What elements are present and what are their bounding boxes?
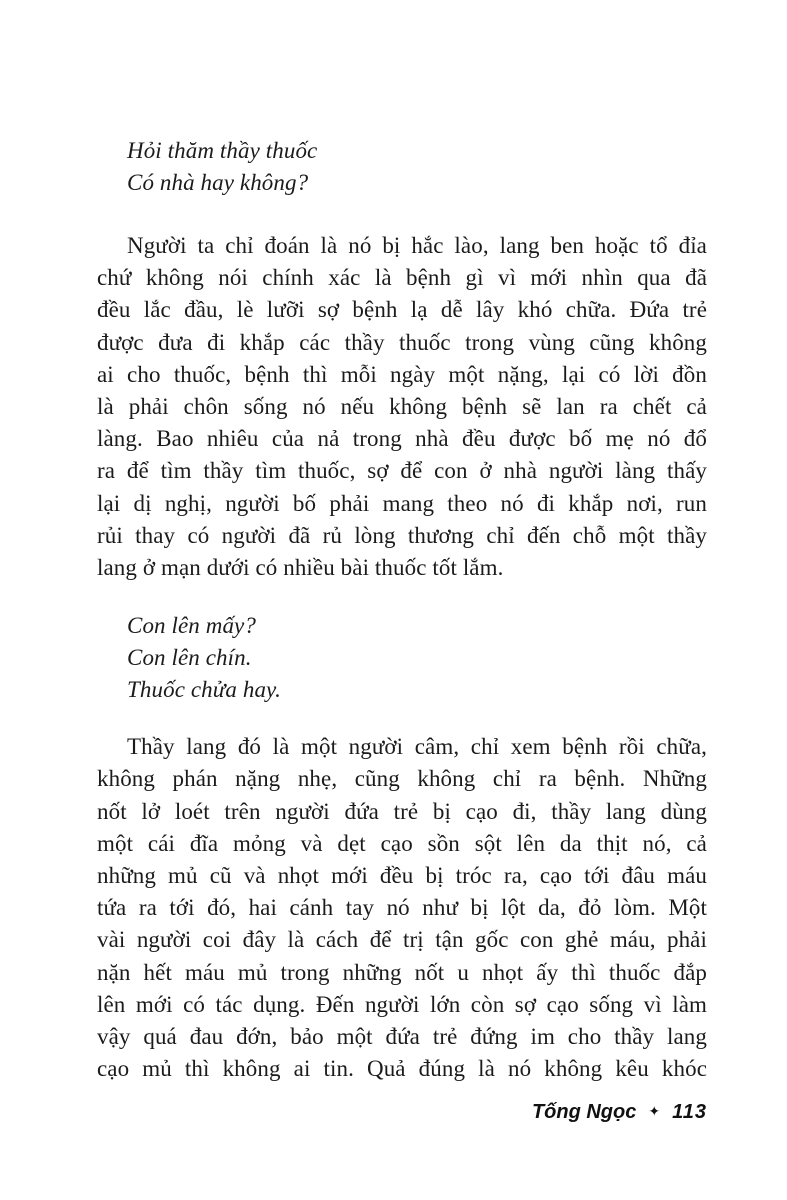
text-line: vậy quá đau đớn, bảo một đứa trẻ đứng im cho thầy lang	[97, 1024, 707, 1050]
verse-line: Hỏi thăm thầy thuốc	[127, 138, 318, 163]
paragraph-2	[97, 731, 707, 1085]
text-line: nặn hết máu mủ trong những nốt u nhọt ấy thì thuốc đắp	[97, 959, 707, 985]
text-line: tứa ra tới đó, hai cánh tay nó như bị lột da, đỏ lòm. Một	[97, 895, 707, 921]
text-line: rủi thay có người đã rủ lòng thương chỉ đến chỗ một thầy	[97, 522, 707, 548]
text-line: cạo mủ thì không ai tin. Quả đúng là nó không kêu khóc	[97, 1056, 707, 1082]
page-footer	[97, 1099, 707, 1126]
verse-1	[97, 135, 707, 199]
text-line: ra để tìm thầy tìm thuốc, sợ để con ở nhà người làng thấy	[97, 458, 707, 484]
text-line: là phải chôn sống nó nếu không bệnh sẽ lan ra chết cả	[97, 394, 707, 420]
text-line: chứ không nói chính xác là bệnh gì vì mới nhìn qua đã	[97, 265, 707, 291]
text-line: được đưa đi khắp các thầy thuốc trong vùng cũng không	[97, 329, 707, 355]
verse-line: Thuốc chửa hay.	[127, 677, 281, 703]
text-line: đều lắc đầu, lè lưỡi sợ bệnh lạ dễ lây khó chữa. Đứa trẻ	[97, 297, 707, 323]
text-line: lên mới có tác dụng. Đến người lớn còn sợ cạo sống vì làm	[97, 991, 707, 1017]
verse-line: Con lên mấy?	[127, 613, 256, 639]
text-line: không phán nặng nhẹ, cũng không chỉ ra bệnh. Những	[97, 766, 707, 792]
paragraph-1	[97, 230, 707, 584]
text-line: vài người coi đây là cách để trị tận gốc con ghẻ máu, phải	[97, 927, 707, 953]
separator-star-icon: ✦	[648, 1103, 661, 1120]
text-line: lại dị nghị, người bố phải mang theo nó đi khắp nơi, run	[97, 490, 707, 516]
text-line: một cái đĩa mỏng và dẹt cạo sồn sột lên da thịt nó, cả	[97, 830, 707, 856]
verse-line: Có nhà hay không?	[127, 170, 309, 195]
text-line: những mủ cũ và nhọt mới đều bị tróc ra, cạo tới đâu máu	[97, 863, 707, 889]
text-line: ai cho thuốc, bệnh thì mỗi ngày một nặng, lại có lời đồn	[97, 361, 707, 387]
text-line: nốt lở loét trên người đứa trẻ bị cạo đi, thầy lang dùng	[97, 798, 707, 824]
text-line: Thầy lang đó là một người câm, chỉ xem bệnh rồi chữa,	[127, 734, 707, 760]
verse-line: Con lên chín.	[127, 645, 252, 671]
verse-2	[97, 610, 707, 706]
text-line: làng. Bao nhiêu của nả trong nhà đều được bố mẹ nó đổ	[97, 426, 707, 452]
text-line: Người ta chỉ đoán là nó bị hắc lào, lang ben hoặc tổ đỉa	[127, 233, 707, 258]
running-author: Tống Ngọc	[531, 1101, 637, 1124]
page-number: 113	[672, 1101, 707, 1124]
text-line: lang ở mạn dưới có nhiều bài thuốc tốt lắm.	[97, 555, 504, 581]
